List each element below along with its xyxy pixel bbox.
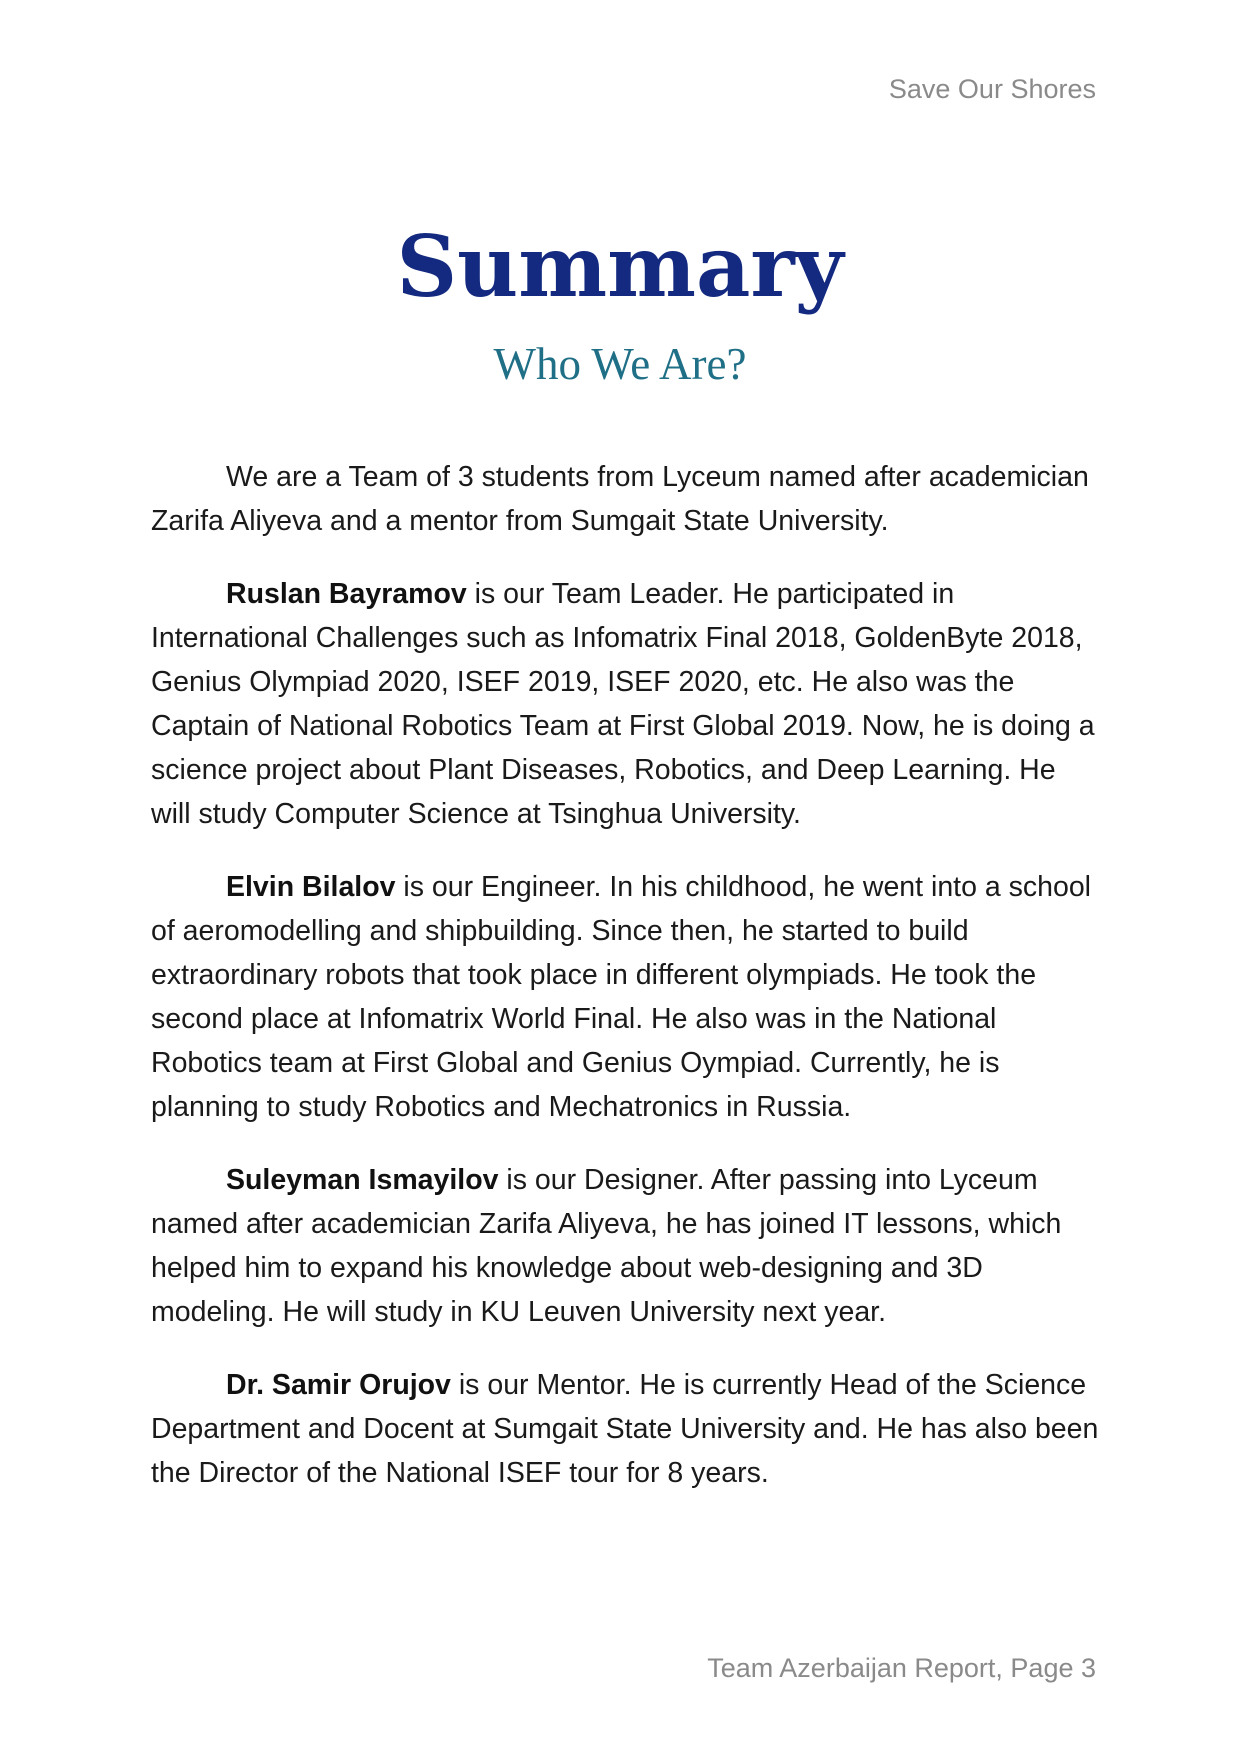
member-name: Dr. Samir Orujov [226, 1369, 451, 1401]
page-subtitle: Who We Are? [493, 339, 747, 389]
member-name: Suleyman Ismayilov [226, 1164, 499, 1196]
page-footer: Team Azerbaijan Report, Page 3 [707, 1653, 1096, 1683]
engineer-paragraph [151, 865, 1101, 1129]
page-title: Summary [396, 217, 844, 316]
member-name: Elvin Bilalov [226, 871, 396, 903]
member-name: Ruslan Bayramov [226, 578, 467, 610]
member-bio: is our Engineer. In his childhood, he went into a school of aeromodelling and shipbuilding. Since then, he started to build extraordinary robots that took place in different olympiads. He took the second place at Infomatrix World Final. He also was in the National Robotics team at First Global and Genius Oympiad. Currently, he is planning to study Robotics and Mechatronics in Russia. [151, 871, 1092, 1123]
intro-text: We are a Team of 3 students from Lyceum named after academician Zarifa Aliyeva and a mentor from Sumgait State University. [151, 461, 1089, 537]
member-bio: is our Team Leader. He participated in International Challenges such as Infomatrix Final 2018, GoldenByte 2018, Genius Olympiad 2020, ISEF 2019, ISEF 2020, etc. He also was the Captain of National Robotics Team at First Global 2019. Now, he is doing a science project about Plant Diseases, Robotics, and Deep Learning. He will study Computer Science at Tsinghua University. [151, 578, 1095, 830]
intro-paragraph [151, 455, 1101, 543]
team-leader-paragraph [151, 572, 1101, 836]
member-bio: is our Mentor. He is currently Head of the Science Department and Docent at Sumgait State University and. He has also been the Director of the National ISEF tour for 8 years. [151, 1369, 1099, 1489]
mentor-paragraph [151, 1363, 1101, 1495]
running-header: Save Our Shores [888, 74, 1096, 104]
member-bio: is our Designer. After passing into Lyceum named after academician Zarifa Aliyeva, he has joined IT lessons, which helped him to expand his knowledge about web-designing and 3D modeling. He will study in KU Leuven University next year. [151, 1164, 1062, 1328]
body-text [151, 455, 1101, 1524]
designer-paragraph [151, 1158, 1101, 1334]
